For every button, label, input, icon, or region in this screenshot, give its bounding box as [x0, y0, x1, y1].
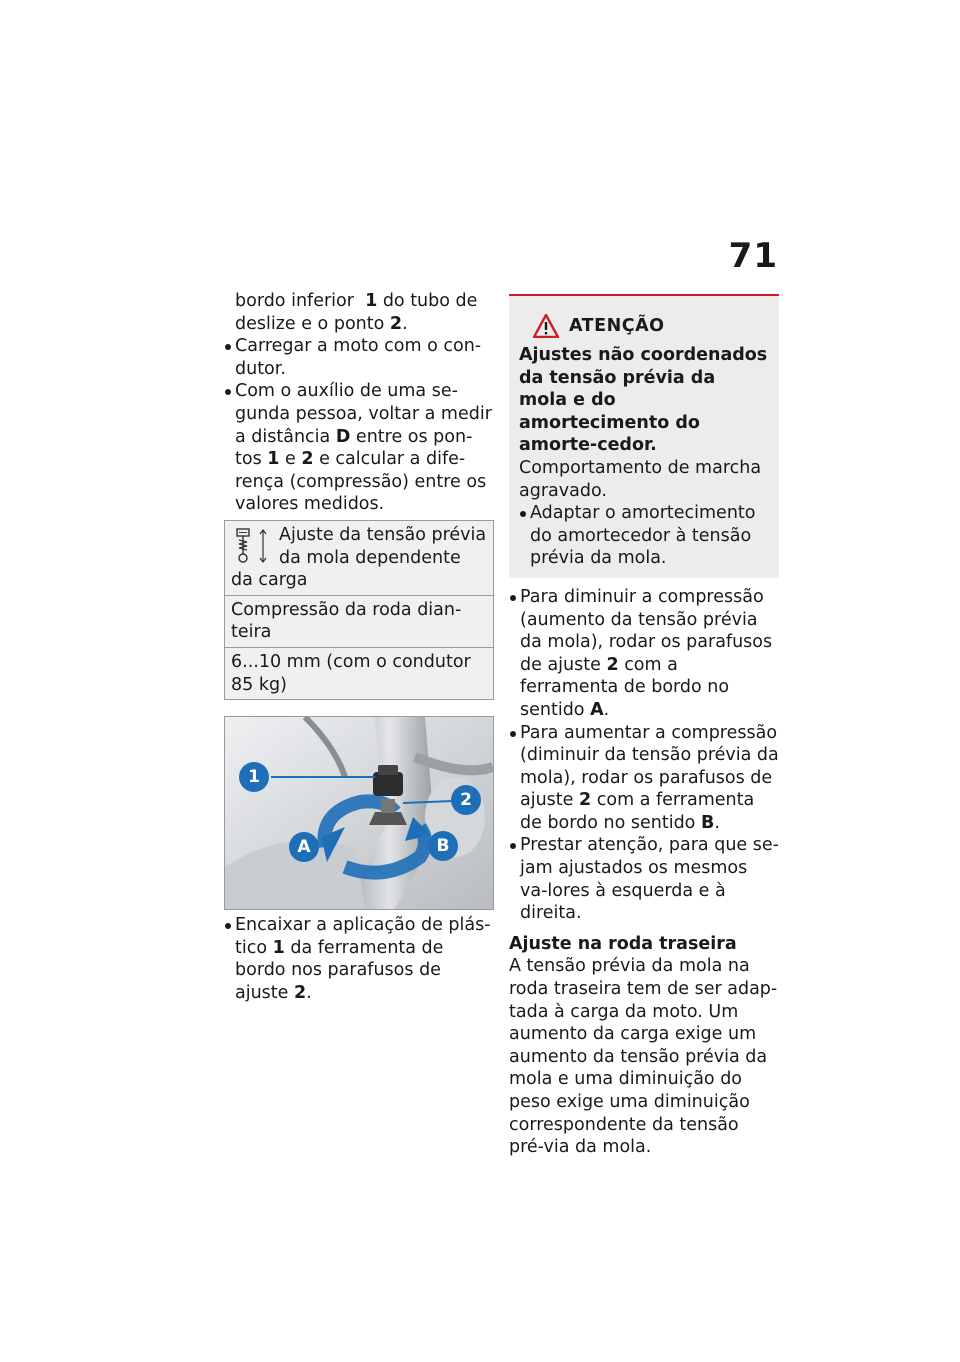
- warning-triangle-icon: [533, 314, 559, 338]
- bullet-same-values: Prestar atenção, para que se-jam ajustados os mesmos va-lores à esquerda e à direita.: [509, 834, 779, 924]
- callout-1: 1: [239, 762, 269, 792]
- spec-table-value: 6...10 mm (com o condutor 85 kg): [225, 647, 493, 699]
- bullet-measure-again: [224, 380, 494, 516]
- section-heading: Ajuste na roda traseira: [509, 933, 737, 954]
- bullet-increase-compression: [509, 722, 779, 835]
- text-span: .: [714, 812, 720, 833]
- warning-bold-text: Ajustes não coordenados da tensão prévia da mola e do amortecimento do amorte-cedor.: [519, 345, 768, 456]
- preload-adjust-figure: [224, 716, 494, 910]
- text-span: e calcular a dife-rença (compressão) entre os valores medidos.: [235, 449, 487, 515]
- ref-1: 1: [267, 449, 280, 470]
- text-span: Para aumentar a compressão (diminuir da tensão prévia da mola), rodar os parafusos de ajuste: [520, 722, 779, 811]
- text-span: bordo inferior: [235, 291, 354, 311]
- section-paragraph: A tensão prévia da mola na roda traseira tem de ser adap-tada à carga da moto. Um aumento da carga exige um aumento da tensão prévia da mola e uma diminuição do peso exige uma diminuição correspondente da tensão pré-via da mola.: [509, 956, 778, 1158]
- spec-table-parameter: Compressão da roda dian-teira: [225, 595, 493, 647]
- ref-2: 2: [579, 790, 592, 811]
- ref-1: 1: [272, 937, 285, 958]
- warning-action: [519, 502, 769, 570]
- text-span: Encaixar a aplicação de plás-tico: [235, 915, 491, 958]
- text-span: deslize e o ponto: [235, 313, 390, 334]
- text-span: com a ferramenta de bordo no sentido: [520, 790, 755, 833]
- ref-2: 2: [294, 982, 307, 1003]
- text-span: .: [603, 699, 610, 720]
- text-span: .: [402, 313, 408, 334]
- bullet-decrease-compression: [509, 586, 779, 722]
- bullet-load-bike: Carregar a moto com o con-dutor.: [224, 335, 494, 380]
- spec-table-title: [225, 521, 493, 595]
- figure-illustration: [225, 717, 493, 909]
- text-span: com a ferramenta de bordo no sentido: [520, 654, 730, 720]
- spec-table: [224, 520, 494, 700]
- text-span: do tubo de: [377, 291, 478, 311]
- text-span: Com o auxílio de uma se-gunda pessoa, voltar a medir a distância: [235, 381, 492, 447]
- text-span: Adaptar o amortecimento do amortecedor à tensão prévia da mola.: [530, 503, 756, 569]
- ref-1: 1: [365, 291, 378, 311]
- warning-consequence: Comportamento de marcha agravado.: [519, 457, 762, 501]
- text-span: e: [279, 449, 302, 470]
- callout-b: B: [428, 831, 458, 861]
- text-span: Para diminuir a compressão (aumento da tensão prévia da mola), rodar os parafusos de ajuste: [520, 586, 773, 675]
- spec-row-title-text: Ajuste da tensão prévia da mola dependente da carga: [231, 524, 487, 591]
- ref-d: D: [335, 426, 351, 447]
- text-span: .: [306, 982, 312, 1003]
- text-span: da ferramenta de bordo nos parafusos de ajuste: [235, 937, 444, 1003]
- spring-preload-icon: [233, 526, 273, 566]
- warning-title: ATENÇÃO: [569, 315, 665, 336]
- page-number: 71: [728, 236, 778, 276]
- ref-2: 2: [389, 313, 403, 334]
- ref-a: A: [590, 699, 604, 720]
- continued-text: [224, 290, 494, 335]
- bullet-fit-tool: [224, 914, 494, 1004]
- callout-2: 2: [451, 785, 481, 815]
- ref-2: 2: [301, 449, 314, 470]
- left-column: [224, 290, 494, 1004]
- warning-box: [509, 294, 779, 578]
- text-span: entre os pon-tos: [235, 426, 473, 470]
- right-column: [509, 294, 779, 1159]
- warning-header: [519, 314, 769, 338]
- ref-b: B: [700, 812, 715, 833]
- callout-a: A: [289, 832, 319, 862]
- ref-2: 2: [606, 654, 619, 675]
- instructions: [509, 586, 779, 925]
